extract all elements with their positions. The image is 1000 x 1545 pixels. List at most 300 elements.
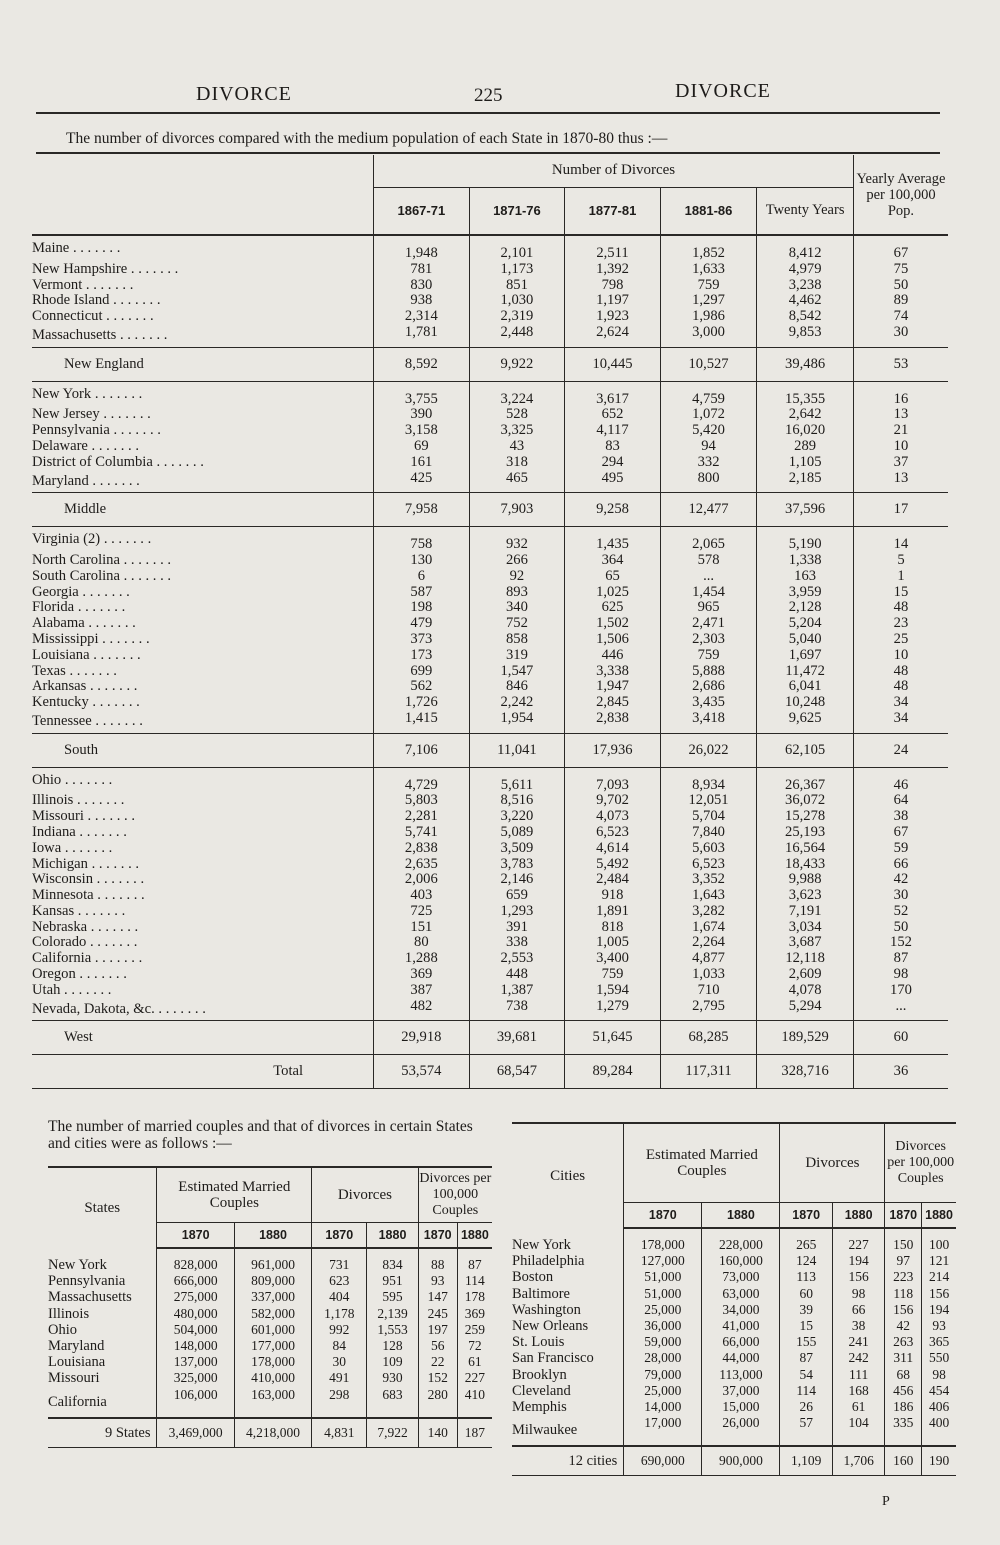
cell-value: 137,000 xyxy=(157,1354,234,1370)
cell-value: 223 xyxy=(885,1269,922,1285)
cell-value: 2,511 xyxy=(565,235,661,262)
cell-value: 6,523 xyxy=(565,825,661,841)
row-label xyxy=(32,235,374,262)
cell-value: 1,197 xyxy=(565,293,661,309)
leader-dots: . . . . . . . xyxy=(86,935,138,951)
leader-dots: . . . . . . . xyxy=(119,568,172,584)
cell-value: 1,923 xyxy=(565,309,661,325)
table-row xyxy=(32,711,948,733)
cell-value: 87 xyxy=(780,1350,832,1366)
table-row xyxy=(512,1228,956,1253)
year-header: 1870 xyxy=(624,1203,702,1229)
cell-value: 68 xyxy=(885,1367,922,1383)
cell-value: 92 xyxy=(469,569,565,585)
cell-value: 97 xyxy=(885,1253,922,1269)
cell-value: 699 xyxy=(374,664,470,680)
cell-value: 318 xyxy=(469,455,565,471)
cell-value: 186 xyxy=(885,1399,922,1415)
col-header-1867-71: 1867-71 xyxy=(374,188,470,236)
cell-value: 528 xyxy=(469,407,565,423)
cell-value: 2,146 xyxy=(469,872,565,888)
row-label-text: Colorado xyxy=(32,935,87,951)
cell-value: 5,204 xyxy=(757,616,854,632)
cell-value: 1,178 xyxy=(312,1306,367,1322)
cell-value: 178,000 xyxy=(624,1228,702,1253)
cell-value: 61 xyxy=(457,1354,492,1370)
row-label-text: Florida xyxy=(32,600,75,616)
number-of-divorces-header: Number of Divorces xyxy=(374,155,854,188)
cell-value: 1,279 xyxy=(565,999,661,1021)
leader-dots: . . . . . . . xyxy=(61,771,113,788)
group-total-text: South xyxy=(64,741,99,758)
cell-value: 4,614 xyxy=(565,841,661,857)
cell-value: 3,034 xyxy=(757,920,854,936)
row-label xyxy=(32,983,374,999)
cell-value: 403 xyxy=(374,888,470,904)
cell-value: 830 xyxy=(374,278,470,294)
cell-value: 369 xyxy=(374,967,470,983)
cell-value: 3,000 xyxy=(660,325,756,347)
cell-value: 1,415 xyxy=(374,711,470,733)
cell-value: 504,000 xyxy=(157,1322,234,1338)
cell-value: 67 xyxy=(853,235,948,262)
cell-value: 4,117 xyxy=(565,423,661,439)
row-label: Boston xyxy=(512,1269,554,1286)
cell-value: 1,454 xyxy=(660,585,756,601)
cell-value: 15,278 xyxy=(757,809,854,825)
cell-value: 152 xyxy=(853,935,948,951)
cell-value: 114 xyxy=(780,1383,832,1399)
col-header-twenty-years: Twenty Years xyxy=(757,188,854,236)
group-total-text: West xyxy=(64,1029,93,1046)
year-header: 1880 xyxy=(367,1223,418,1249)
cell-value: 8,412 xyxy=(757,235,854,262)
cell-value: 3,338 xyxy=(565,664,661,680)
row-label xyxy=(32,951,374,967)
group-total-value: 62,105 xyxy=(757,733,854,767)
cell-value: 2,264 xyxy=(660,935,756,951)
cell-value: 9,988 xyxy=(757,872,854,888)
year-header: 1880 xyxy=(922,1203,956,1229)
cell-value: 150 xyxy=(885,1228,922,1253)
row-label: Pennsylvania xyxy=(48,1273,126,1290)
cell-value: 66,000 xyxy=(702,1334,780,1350)
cell-value: 5,294 xyxy=(757,999,854,1021)
leader-dots: . . . . . . . xyxy=(84,616,136,632)
cell-value: 111 xyxy=(832,1367,884,1383)
row-label xyxy=(32,679,374,695)
group-total-value: 39,486 xyxy=(757,347,854,381)
cell-value: 15 xyxy=(853,585,948,601)
cell-value: 88 xyxy=(418,1248,457,1273)
cell-value: 2,471 xyxy=(660,616,756,632)
cell-value: 22 xyxy=(418,1354,457,1370)
cell-value: 3,959 xyxy=(757,585,854,601)
table-row xyxy=(48,1354,492,1370)
row-label-text: Illinois xyxy=(32,793,74,809)
page-number: 225 xyxy=(474,85,503,106)
table-row xyxy=(32,841,948,857)
header-rule xyxy=(36,112,940,114)
row-label-text: Delaware xyxy=(32,438,88,454)
group-total-value: 37,596 xyxy=(757,493,854,527)
cell-value: 2,838 xyxy=(565,711,661,733)
group-total-text: Middle xyxy=(64,501,107,518)
divorce-table-head xyxy=(32,155,948,235)
cell-value: 601,000 xyxy=(234,1322,311,1338)
cell-value: 59 xyxy=(853,841,948,857)
cell-value: 44,000 xyxy=(702,1350,780,1366)
table-row xyxy=(48,1370,492,1386)
row-label-text: District of Columbia xyxy=(32,454,153,470)
cell-value: 595 xyxy=(367,1289,418,1305)
cell-value: 2,795 xyxy=(660,999,756,1021)
cell-value: 83 xyxy=(565,439,661,455)
group-total-value: 26,022 xyxy=(660,733,756,767)
cell-value: 28,000 xyxy=(624,1350,702,1366)
row-label xyxy=(32,585,374,601)
cell-value: 4,759 xyxy=(660,381,756,407)
cell-value: 7,840 xyxy=(660,825,756,841)
row-label xyxy=(32,793,374,809)
group-total-value: 7,106 xyxy=(374,733,470,767)
leader-dots: . . . . . . . xyxy=(65,663,117,679)
cell-value: 809,000 xyxy=(234,1273,311,1289)
cell-value: 1,392 xyxy=(565,262,661,278)
leader-dots: . . . . . . . xyxy=(116,326,168,343)
cell-value: 335 xyxy=(885,1415,922,1446)
cell-value: 479 xyxy=(374,616,470,632)
cell-value: 659 xyxy=(469,888,565,904)
cell-value: 465 xyxy=(469,471,565,493)
year-header: 1870 xyxy=(157,1223,234,1249)
table-row xyxy=(512,1318,956,1334)
leader-dots: . . . . . . . xyxy=(93,888,145,904)
cell-value: 4,729 xyxy=(374,767,470,793)
cell-value: 1,025 xyxy=(565,585,661,601)
cell-value: 128 xyxy=(367,1338,418,1354)
cell-value: 156 xyxy=(832,1269,884,1285)
row-label: Maryland xyxy=(48,1338,105,1355)
year-header: 1880 xyxy=(832,1203,884,1229)
total-label: 12 cities xyxy=(512,1446,624,1476)
table-row xyxy=(32,585,948,601)
leader-dots: . . . . . . . xyxy=(75,967,127,983)
row-label-text: Vermont xyxy=(32,277,83,293)
cell-value: 1,986 xyxy=(660,309,756,325)
cell-value: 5,704 xyxy=(660,809,756,825)
cell-value: 1,293 xyxy=(469,904,565,920)
cell-value: 893 xyxy=(469,585,565,601)
row-label-text: Missouri xyxy=(32,809,84,825)
group-total-label xyxy=(32,1021,374,1055)
cell-value: 12,118 xyxy=(757,951,854,967)
cell-value: 851 xyxy=(469,278,565,294)
cell-value: 114 xyxy=(457,1273,492,1289)
total-value: 160 xyxy=(885,1446,922,1476)
cell-value: 8,516 xyxy=(469,793,565,809)
cell-value: 9,702 xyxy=(565,793,661,809)
cell-value: 178,000 xyxy=(234,1354,311,1370)
cell-value: 1,781 xyxy=(374,325,470,347)
leader-dots: . . . . . . . xyxy=(78,584,130,600)
cell-value: 14,000 xyxy=(624,1399,702,1415)
cell-value: 121 xyxy=(922,1253,956,1269)
cell-value: 23 xyxy=(853,616,948,632)
col-header-yearly: Yearly Average per 100,000 Pop. xyxy=(853,155,948,235)
cell-value: 3,282 xyxy=(660,904,756,920)
label-header-cell xyxy=(32,155,374,235)
cell-value: 4,979 xyxy=(757,262,854,278)
cell-value: 4,073 xyxy=(565,809,661,825)
leader-dots: . . . . . . . xyxy=(91,951,143,967)
cell-value: 74 xyxy=(853,309,948,325)
table-row xyxy=(32,381,948,407)
leader-dots: . . . . . . . xyxy=(69,240,121,256)
row-label: Louisiana xyxy=(48,1354,106,1371)
cell-value: 64 xyxy=(853,793,948,809)
cell-value: 3,220 xyxy=(469,809,565,825)
table-row xyxy=(32,664,948,680)
leader-dots: . . . . . . . xyxy=(87,919,139,935)
cell-value: 2,553 xyxy=(469,951,565,967)
cell-value: 16 xyxy=(853,381,948,407)
cell-value: 6,041 xyxy=(757,679,854,695)
row-label-text: Michigan xyxy=(32,856,88,872)
cell-value: 3,238 xyxy=(757,278,854,294)
group-total-value: 17,936 xyxy=(565,733,661,767)
row-label xyxy=(32,648,374,664)
cell-value: 1,954 xyxy=(469,711,565,733)
cell-value: 918 xyxy=(565,888,661,904)
row-label xyxy=(32,471,374,493)
leader-dots: . . . . . . . xyxy=(91,385,143,402)
cell-value: 965 xyxy=(660,600,756,616)
row-label-text: Nevada, Dakota, &c. xyxy=(32,1000,155,1017)
row-label-text: Minnesota xyxy=(32,888,94,904)
leader-dots: . . . . . . . xyxy=(102,309,154,325)
table-row xyxy=(48,1322,492,1338)
row-label-text: Iowa xyxy=(32,840,62,856)
cell-value: 738 xyxy=(469,999,565,1021)
cell-value: 7,093 xyxy=(565,767,661,793)
table-row xyxy=(32,679,948,695)
states-married-header: Estimated Married Couples xyxy=(157,1167,312,1223)
row-label xyxy=(32,767,374,793)
cell-value: 5,803 xyxy=(374,793,470,809)
row-label-text: Oregon xyxy=(32,967,76,983)
row-label-text: Connecticut xyxy=(32,309,103,325)
cell-value: 1,891 xyxy=(565,904,661,920)
cell-value: 1,594 xyxy=(565,983,661,999)
cell-value: 214 xyxy=(922,1269,956,1285)
cell-value: 16,020 xyxy=(757,423,854,439)
cell-value: 12,051 xyxy=(660,793,756,809)
table-row xyxy=(512,1253,956,1269)
year-header: 1880 xyxy=(234,1223,311,1249)
row-label xyxy=(32,967,374,983)
table-row xyxy=(32,935,948,951)
cell-value: 161 xyxy=(374,455,470,471)
total-row xyxy=(512,1446,956,1476)
total-value: 3,469,000 xyxy=(157,1418,234,1448)
cell-value: 1,435 xyxy=(565,527,661,553)
cell-value: 48 xyxy=(853,664,948,680)
cell-value: 752 xyxy=(469,616,565,632)
leader-dots: . . . . . . . xyxy=(82,277,134,293)
row-label xyxy=(32,695,374,711)
cell-value: 448 xyxy=(469,967,565,983)
row-label-text: Utah xyxy=(32,982,61,998)
cell-value: 404 xyxy=(312,1289,367,1305)
row-label-text: New Hampshire xyxy=(32,261,128,277)
table-row xyxy=(48,1338,492,1354)
group-total-value: 7,958 xyxy=(374,493,470,527)
row-label xyxy=(32,278,374,294)
row-label-text: Maine xyxy=(32,240,70,256)
row-label: Philadelphia xyxy=(512,1253,585,1270)
group-total-label xyxy=(32,347,374,381)
table-row xyxy=(32,423,948,439)
cell-value: 1,173 xyxy=(469,262,565,278)
cell-value: 3,352 xyxy=(660,872,756,888)
group-total-value: 10,445 xyxy=(565,347,661,381)
leader-dots: . . . . . . . xyxy=(61,840,113,856)
row-label: Illinois xyxy=(48,1305,90,1322)
table-row xyxy=(48,1387,492,1418)
total-value: 4,218,000 xyxy=(234,1418,311,1448)
cell-value: 319 xyxy=(469,648,565,664)
cell-value: 1,947 xyxy=(565,679,661,695)
cell-value: 118 xyxy=(885,1286,922,1302)
col-header-1877-81: 1877-81 xyxy=(565,188,661,236)
cell-value: 98 xyxy=(832,1286,884,1302)
group-total-text: New England xyxy=(64,355,144,372)
leader-dots: . . . . . . . xyxy=(127,261,179,277)
table-row xyxy=(32,262,948,278)
header-right: DIVORCE xyxy=(675,80,771,102)
cell-value: 390 xyxy=(374,407,470,423)
cell-value: 152 xyxy=(418,1370,457,1386)
cell-value: 63,000 xyxy=(702,1286,780,1302)
cell-value: 168 xyxy=(832,1383,884,1399)
group-total-value: 51,645 xyxy=(565,1021,661,1055)
leader-dots: . . . . . . . xyxy=(98,631,150,647)
cell-value: 178 xyxy=(457,1289,492,1305)
table-row xyxy=(32,569,948,585)
row-label: New York xyxy=(48,1256,107,1273)
row-label xyxy=(32,935,374,951)
col-header-1871-76: 1871-76 xyxy=(469,188,565,236)
cell-value: 280 xyxy=(418,1387,457,1418)
cities-table-head xyxy=(512,1123,956,1228)
table-row xyxy=(32,967,948,983)
cities-col-header: Cities xyxy=(512,1123,624,1228)
row-label: Ohio xyxy=(48,1321,77,1338)
group-total-value: 12,477 xyxy=(660,493,756,527)
cell-value: 50 xyxy=(853,920,948,936)
cell-value: 1,288 xyxy=(374,951,470,967)
leader-dots: . . . . . . . xyxy=(152,454,204,470)
cell-value: 10 xyxy=(853,439,948,455)
cell-value: 18,433 xyxy=(757,857,854,873)
cell-value: 2,838 xyxy=(374,841,470,857)
cell-value: 38 xyxy=(832,1318,884,1334)
table-row xyxy=(512,1415,956,1446)
cell-value: 3,783 xyxy=(469,857,565,873)
cell-value: 3,617 xyxy=(565,381,661,407)
grand-total-value: 53,574 xyxy=(374,1055,470,1089)
table-row xyxy=(32,825,948,841)
cell-value: 56 xyxy=(418,1338,457,1354)
grand-total-text: Total xyxy=(273,1063,304,1080)
total-value: 7,922 xyxy=(367,1418,418,1448)
cell-value: 65 xyxy=(565,569,661,585)
row-label: Baltimore xyxy=(512,1285,570,1302)
cell-value: 34 xyxy=(853,695,948,711)
cell-value: 1,105 xyxy=(757,455,854,471)
states-table xyxy=(48,1166,492,1448)
cell-value: 17,000 xyxy=(624,1415,702,1446)
cell-value: 364 xyxy=(565,553,661,569)
cell-value: 41,000 xyxy=(702,1318,780,1334)
cell-value: 666,000 xyxy=(157,1273,234,1289)
cell-value: 2,609 xyxy=(757,967,854,983)
leader-dots: . . . . . . . xyxy=(86,679,138,695)
cell-value: 5,089 xyxy=(469,825,565,841)
leader-dots: . . . . . . . xyxy=(60,982,112,998)
table-row xyxy=(512,1383,956,1399)
cell-value: 11,472 xyxy=(757,664,854,680)
cell-value: 48 xyxy=(853,600,948,616)
cell-value: 2,319 xyxy=(469,309,565,325)
cell-value: 391 xyxy=(469,920,565,936)
cell-value: 294 xyxy=(565,455,661,471)
cell-value: 104 xyxy=(832,1415,884,1446)
table-row xyxy=(32,951,948,967)
year-header: 1870 xyxy=(312,1223,367,1249)
cell-value: 2,448 xyxy=(469,325,565,347)
leader-dots: . . . . . . . xyxy=(109,293,161,309)
cell-value: 37,000 xyxy=(702,1383,780,1399)
table-row xyxy=(512,1302,956,1318)
table-row xyxy=(32,309,948,325)
cities-table xyxy=(512,1122,956,1476)
cell-value: 4,078 xyxy=(757,983,854,999)
cell-value: 60 xyxy=(780,1286,832,1302)
cell-value: 3,418 xyxy=(660,711,756,733)
cell-value: 113 xyxy=(780,1269,832,1285)
row-label xyxy=(32,309,374,325)
row-label xyxy=(32,381,374,407)
states-table-head xyxy=(48,1167,492,1248)
table-row xyxy=(32,325,948,347)
cell-value: 623 xyxy=(312,1273,367,1289)
cell-value: 1 xyxy=(853,569,948,585)
cell-value: 170 xyxy=(853,983,948,999)
cell-value: 147 xyxy=(418,1289,457,1305)
row-label xyxy=(32,888,374,904)
cell-value: 84 xyxy=(312,1338,367,1354)
cell-value: 241 xyxy=(832,1334,884,1350)
cell-value: 337,000 xyxy=(234,1289,311,1305)
cell-value: 30 xyxy=(853,888,948,904)
cell-value: 2,065 xyxy=(660,527,756,553)
cell-value: 173 xyxy=(374,648,470,664)
cell-value: 1,030 xyxy=(469,293,565,309)
cell-value: 2,845 xyxy=(565,695,661,711)
cell-value: ... xyxy=(660,569,756,585)
